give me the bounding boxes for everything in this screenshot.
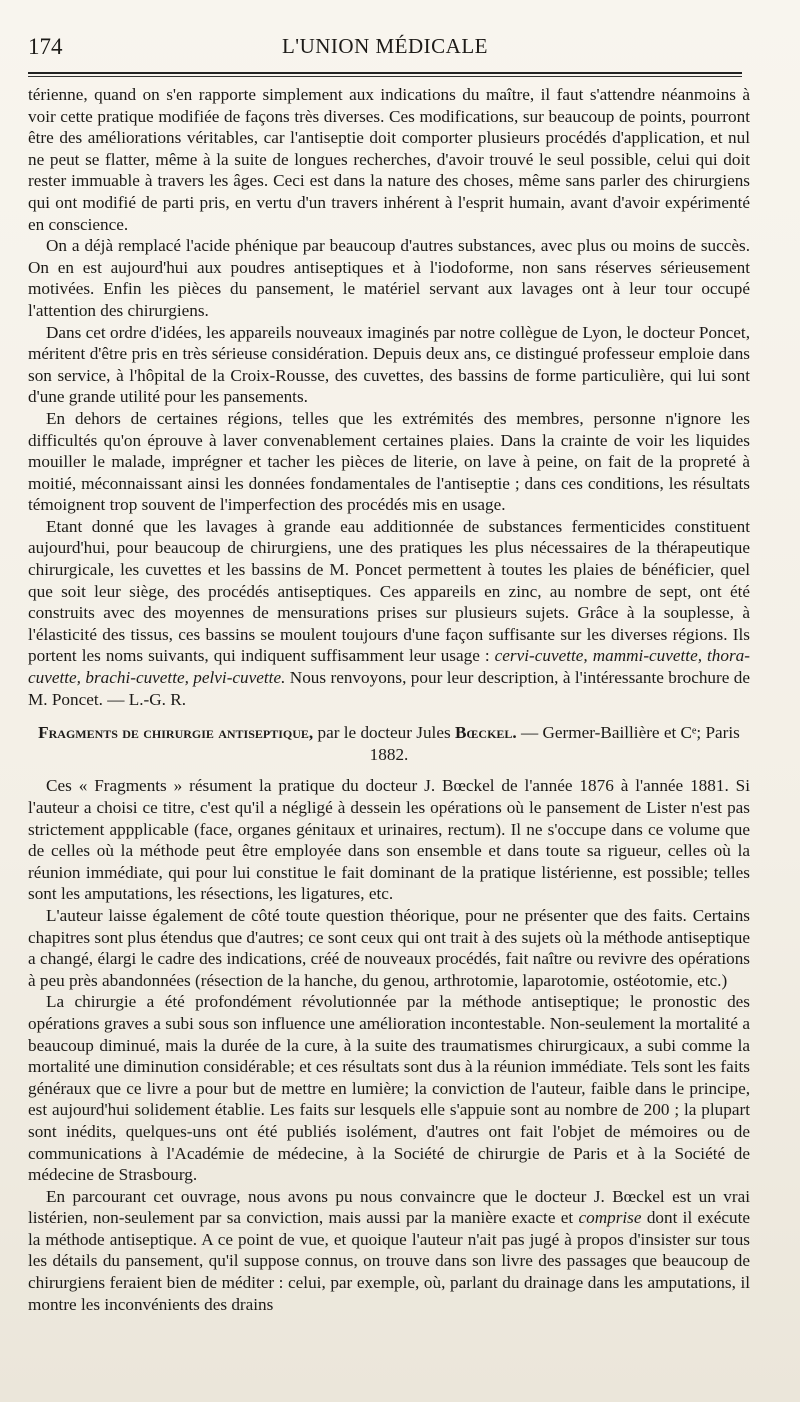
paragraph-text: dont il exécute la méthode antiseptique. A ce point de vue, et quoique l'auteur n'ait pas jugé à propos d'insister sur tous les détails du pansement, qu'il suppose connus, on trouve dans son livre des passages que beaucoup de chirurgiens feraient bien de méditer : celui, par exemple, où, parlant du drainage dans les amputations, il montre les inconvénients des drains [28,1208,751,1314]
paragraph-text: Etant donné que les lavages à grande eau additionnée de substances fermenticides constituent aujourd'hui, pour beaucoup de chirurgiens, une des pratiques les plus nécessaires de la thérapeutique chirurgicale, les cuvettes et les bassins de M. Poncet permettent à toutes les plaies de bénéficier, quel que soit leur siège, des procédés antiseptiques. Ces appareils en zinc, au nombre de sept, ont été construits avec des moyennes de mensurations prises sur plusieurs sujets. Grâce à la souplesse, à l'élasticité des tissus, ces bassins se moulent toujours d'une façon suffisante sur les diverses régions. Ils portent les noms suivants, qui indiquent suffisamment leur usage : [28,516,750,666]
review-by: par le docteur Jules [317,723,451,743]
cuvette-names: cervi-cuvette, mammi-cuvette, thora-cuvette, brachi-cuvette, pelvi-cuvette. [28,646,751,688]
paragraph: L'auteur laisse également de côté toute question théorique, pour ne présenter que des faits. Certains chapitres sont plus étendus que d'autres; ce sont ceux qui ont trait à des sujets où la méthode antiseptique a changé, élargi le cadre des indications, créé de nouveaux procédés, fait naître ou revivre des opérations à peu près abandonnées (résection de la hanche, du genou, arthrotomie, laparotomie, ostéotomie, etc.) [28,905,750,990]
header-rule-thin [28,76,742,77]
journal-title: L'UNION MÉDICALE [281,34,488,58]
review-publisher: — Germer-Baillière et Cᵉ; Paris 1882. [369,723,740,764]
review-title: Fragments de chirurgie antiseptique, [38,723,314,743]
paragraph-text: En parcourant cet ouvrage, nous avons pu nous convaincre que le docteur J. Bœckel est un vrai listérien, non-seulement par sa conviction, mais aussi par la manière exacte et [28,1186,750,1228]
emphasis-word: comprise [578,1208,642,1228]
review-author: Bœckel. [454,723,517,743]
paragraph: La chirurgie a été profondément révolutionnée par la méthode antiseptique; le pronostic des opérations graves a subi sous son influence une amélioration incontestable. Non-seulement la mortalité a beaucoup diminué, mais la durée de la cure, à la suite des traumatismes chirurgicaux, a subi comme la mortalité une diminution considérable; et ces résultats sont dus à la réunion immédiate. Tels sont les faits généraux que ce livre a pour but de mettre en lumière; la conviction de l'auteur, faible dans le principe, est aujourd'hui solidement établie. Les faits sur lesquels elle s'appuie sont au nombre de 200 ; la plupart sont inédits, quelques-uns ont été publiés isolément, d'autres ont fait l'objet de mémoires ou de communications à l'Académie de médecine, à la Société de chirurgie de Paris et à la Société de médecine de Strasbourg. [28,992,750,1185]
page-number: 174 [28,34,63,59]
paragraph [28,516,750,710]
paragraph: En dehors de certaines régions, telles que les extrémités des membres, personne n'ignore les difficultés qu'on éprouve à laver convenablement certaines plaies. Dans la crainte de voir les liquides mouiller le malade, imprégner et tacher les pièces de literie, on lave à peine, on fait de la propreté à moitié, méconnaissant ainsi les données fondamentales de l'antiseptie ; dans ces conditions, les résultats témoignent trop souvent de l'imperfection des procédés mis en usage. [28,408,750,515]
paragraph-text: Nous renvoyons, pour leur description, à l'intéressante brochure de M. Poncet. — L.-G. R. [28,668,751,709]
paragraph: On a déjà remplacé l'acide phénique par beaucoup d'autres substances, avec plus ou moins de succès. On en est aujourd'hui aux poudres antiseptiques et à l'iodoforme, non sans réserves sérieusement motivées. Enfin les pièces du pansement, le matériel servant aux lavages ont à leur tour occupé l'attention des chirurgiens. [28,236,750,320]
paragraph [28,1186,750,1316]
page-header [28,30,742,70]
article-body [28,84,750,1315]
review-heading [28,722,750,765]
paragraph: térienne, quand on s'en rapporte simplement aux indications du maître, il faut s'attendre néanmoins à voir cette pratique modifiée de façons très diverses. Ces modifications, sur beaucoup de points, pourront être des améliorations véritables, car l'antiseptie doit comporter plusieurs procédés d'application, et nul ne peut se flatter, même à la suite de longues recherches, d'avoir trouvé le seul possible, celui qui doit rester immuable à travers les âges. Ceci est dans la nature des choses, même sans parler des chirurgiens qui ont modifié de parti pris, en vertu d'un travers inhérent à l'esprit humain, avant d'avoir expérimenté en conscience. [28,85,750,234]
paragraph: Ces « Fragments » résument la pratique du docteur J. Bœckel de l'année 1876 à l'année 1881. Si l'auteur a choisi ce titre, c'est qu'il a négligé à dessein les opérations où le pansement de Lister n'est pas strictement appplicable (face, organes génitaux et urinaires, rectum). Il ne s'occupe dans ce volume que de celles où la méthode peut être employée dans son ensemble et dans toute sa rigueur, celles où la réunion immédiate, qui pour lui constitue le fait dominant de la pratique listérienne, est possible; telles sont les amputations, les résections, les ligatures, etc. [28,776,750,904]
header-rule [28,72,742,74]
paragraph: Dans cet ordre d'idées, les appareils nouveaux imaginés par notre collègue de Lyon, le docteur Poncet, méritent d'être pris en très sérieuse considération. Depuis deux ans, ce distingué professeur emploie dans son service, à l'hôpital de la Croix-Rousse, des cuvettes, des bassins de forme particulière, qui lui sont d'une grande utilité pour les pansements. [28,322,750,407]
